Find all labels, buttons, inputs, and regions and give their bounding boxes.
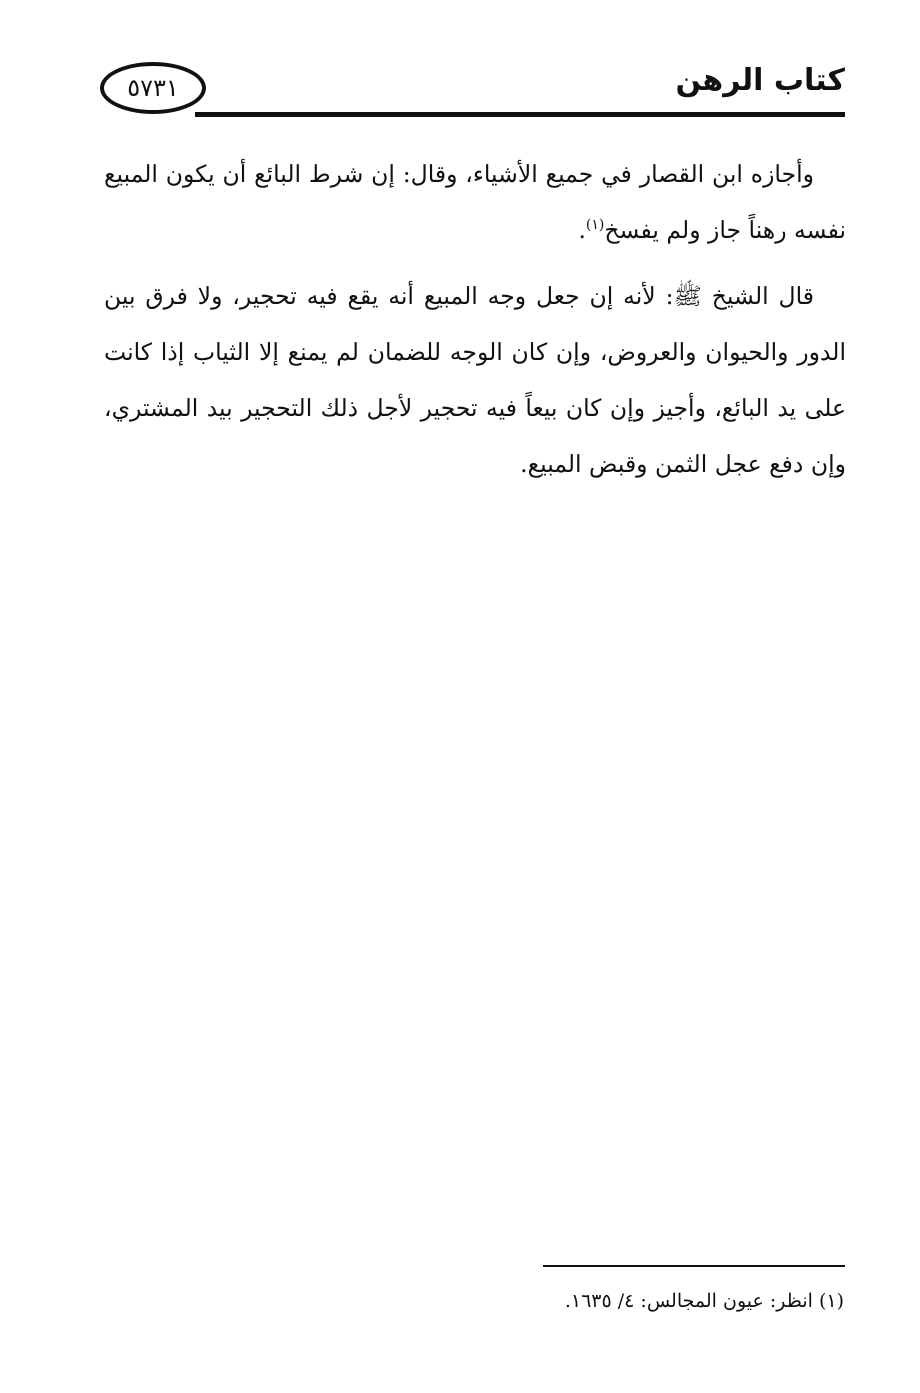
- paragraph-1-end: .: [578, 216, 586, 244]
- main-text: [104, 146, 846, 502]
- footnote-1: (١) انظر: عيون المجالس: ٤/ ١٦٣٥.: [564, 1290, 844, 1312]
- footnote-separator: [543, 1265, 845, 1267]
- paragraph-1: [104, 146, 846, 258]
- page-header: [100, 56, 845, 120]
- footnote-reference: (١): [585, 217, 605, 234]
- paragraph-1-text: وأجازه ابن القصار في جميع الأشياء، وقال: إن شرط البائع أن يكون المبيع نفسه رهناً جاز ولم يفسخ: [104, 160, 846, 244]
- header-rule: [195, 112, 845, 117]
- paragraph-2: قال الشيخ ﷺ: لأنه إن جعل وجه المبيع أنه يقع فيه تحجير، ولا فرق بين الدور والحيوان والعروض، وإن كان الوجه للضمان لم يمنع إلا الثياب إذا كانت على يد البائع، وأجيز وإن كان بيعاً فيه تحجير لأجل ذلك التحجير بيد المشتري، وإن دفع عجل الثمن وقبض المبيع.: [104, 282, 846, 478]
- book-title: كتاب الرهن: [675, 63, 845, 98]
- page-number: ٥٧٣١: [127, 74, 179, 102]
- page-number-oval: [100, 62, 206, 114]
